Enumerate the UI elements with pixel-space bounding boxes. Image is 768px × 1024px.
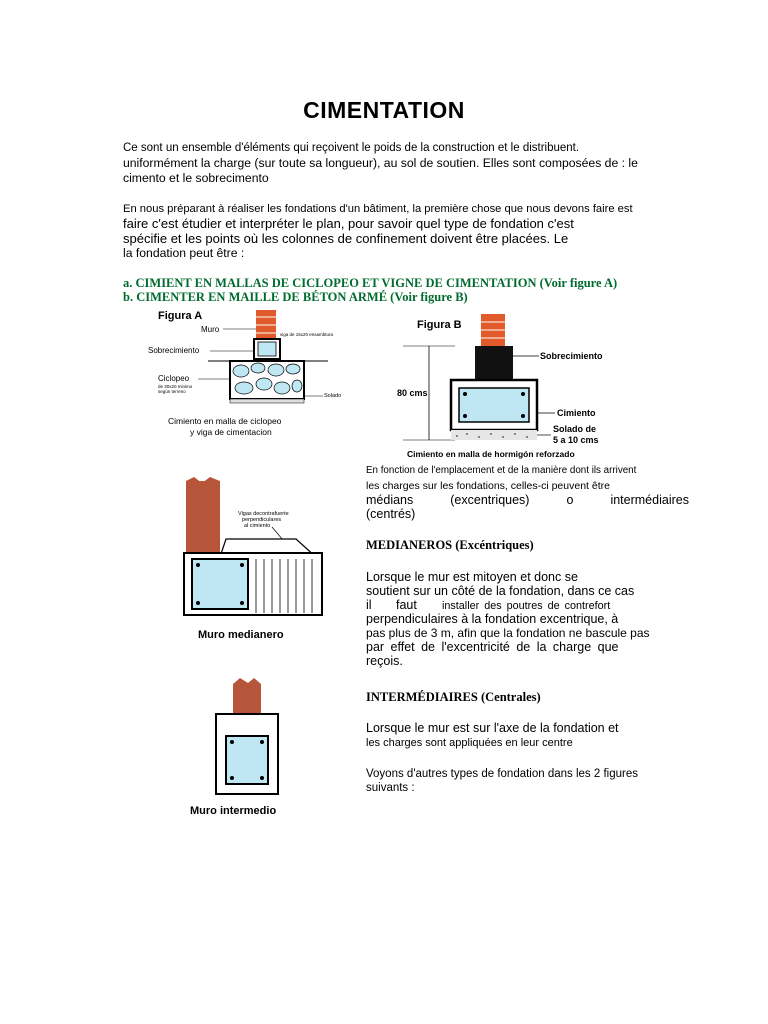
emplacement-line-2: les charges sur les fondations, celles-ci peuvent être xyxy=(366,480,610,492)
figure-a-ciclopeo-note-1: de 30x20 minimo xyxy=(158,384,193,389)
figure-b-height-label: 80 cms xyxy=(397,388,428,398)
emplacement-word-o: o xyxy=(566,493,574,507)
figure-b-caption: Cimiento en malla de hormigón reforzado xyxy=(407,449,575,459)
figure-b-cimiento-label: Cimiento xyxy=(557,408,596,418)
voyons-line-2: suivants : xyxy=(366,782,415,794)
figure-a-title: Figura A xyxy=(158,310,203,322)
emplacement-word-medians: médians xyxy=(366,493,414,507)
figure-medianero-label-3: al cimiento xyxy=(244,523,271,529)
medianeros-word-il: il xyxy=(366,598,372,612)
medianeros-line-4: perpendiculaires à la fondation excentrique, à xyxy=(366,612,619,626)
medianeros-phrase-installer: installer des poutres de contrefort xyxy=(442,600,611,612)
figure-muro-intermedio xyxy=(186,678,311,820)
brick-wall xyxy=(256,310,276,340)
figure-b xyxy=(395,310,620,460)
medianeros-heading: MEDIANEROS (Excéntriques) xyxy=(366,538,534,552)
figure-b-solado-label-1: Solado de xyxy=(553,424,597,434)
figure-a-viga-label: viga de 15x20 ensambtura xyxy=(280,332,334,337)
emplacement-line-1: En fonction de l'emplacement et de la manière dont ils arrivent xyxy=(366,465,637,476)
page-title: CIMENTATION xyxy=(303,97,465,123)
intermediaires-line-1: Lorsque le mur est sur l'axe de la fondation et xyxy=(366,721,619,735)
para2-line-4: la fondation peut être : xyxy=(123,246,245,260)
voyons-line-1: Voyons d'autres types de fondation dans les 2 figures xyxy=(366,768,638,780)
intro-line-2: uniformément la charge (sur toute sa longueur), au sol de soutien. Elles sont composées de : le xyxy=(123,156,638,170)
figure-a-caption-1: Cimiento en malla de ciclopeo xyxy=(168,416,282,426)
emplacement-word-intermediaires: intermédiaires xyxy=(610,493,689,507)
medianeros-line-2: soutient sur un côté de la fondation, dans ce cas xyxy=(366,584,635,598)
intermediaires-heading: INTERMÉDIAIRES (Centrales) xyxy=(366,690,541,704)
figure-b-brick xyxy=(481,314,505,346)
figure-intermedio-caption: Muro intermedio xyxy=(190,805,277,817)
para2-line-1: En nous préparant à réaliser les fondations d'un bâtiment, la première chose que nous devons faire est xyxy=(123,203,633,215)
intro-line-3: cimento et le sobrecimento xyxy=(123,171,269,185)
emplacement-word-excentriques: (excentriques) xyxy=(450,493,530,507)
figure-b-solado-label-2: 5 a 10 cms xyxy=(553,435,599,445)
figure-a-ciclopeo-note-2: según terreno xyxy=(158,389,186,394)
figure-a-solado-label: Solado xyxy=(324,393,342,399)
para2-line-2: faire c'est étudier et interpréter le plan, pour savoir quel type de fondation c'est xyxy=(123,216,574,231)
figure-medianero-caption: Muro medianero xyxy=(198,629,284,641)
figure-b-sobrecimiento-label: Sobrecimiento xyxy=(540,351,603,361)
figure-muro-medianero xyxy=(176,477,331,643)
figure-a-muro-label: Muro xyxy=(201,325,220,334)
figure-b-title: Figura B xyxy=(417,319,462,331)
medianeros-word-faut: faut xyxy=(396,598,417,612)
option-b: b. CIMENTER EN MAILLE DE BÉTON ARMÉ (Voir figure B) xyxy=(123,290,468,304)
figure-a-ciclopeo-label: Ciclopeo xyxy=(158,374,190,383)
intermediaires-line-2: les charges sont appliquées en leur centre xyxy=(366,737,573,749)
medianeros-line-7: reçois. xyxy=(366,654,403,668)
figure-a-sobrecimiento-label: Sobrecimiento xyxy=(148,346,200,355)
figure-medianero-label-2: perpendiculares xyxy=(242,517,282,523)
option-a: a. CIMIENT EN MALLAS DE CICLOPEO ET VIGNE DE CIMENTATION (Voir figure A) xyxy=(123,276,618,290)
figure-medianero-label-1: Vigas decontrafuerte xyxy=(238,511,289,517)
medianeros-line-5: pas plus de 3 m, afin que la fondation ne bascule pas xyxy=(366,626,650,640)
emplacement-line-4: (centrés) xyxy=(366,507,416,521)
figure-a-caption-2: y viga de cimentacion xyxy=(190,427,272,437)
figure-a xyxy=(148,306,368,440)
medianeros-line-1: Lorsque le mur est mitoyen et donc se xyxy=(366,570,578,584)
medianeros-line-6: par effet de l'excentricité de la charge que xyxy=(366,640,619,654)
intro-line-1: Ce sont un ensemble d'éléments qui reçoivent le poids de la construction et le distribuent. xyxy=(123,142,580,154)
para2-line-3: spécifie et les points où les colonnes de confinement doivent être placées. Le xyxy=(123,231,569,246)
emplacement-line-3 xyxy=(366,493,689,508)
